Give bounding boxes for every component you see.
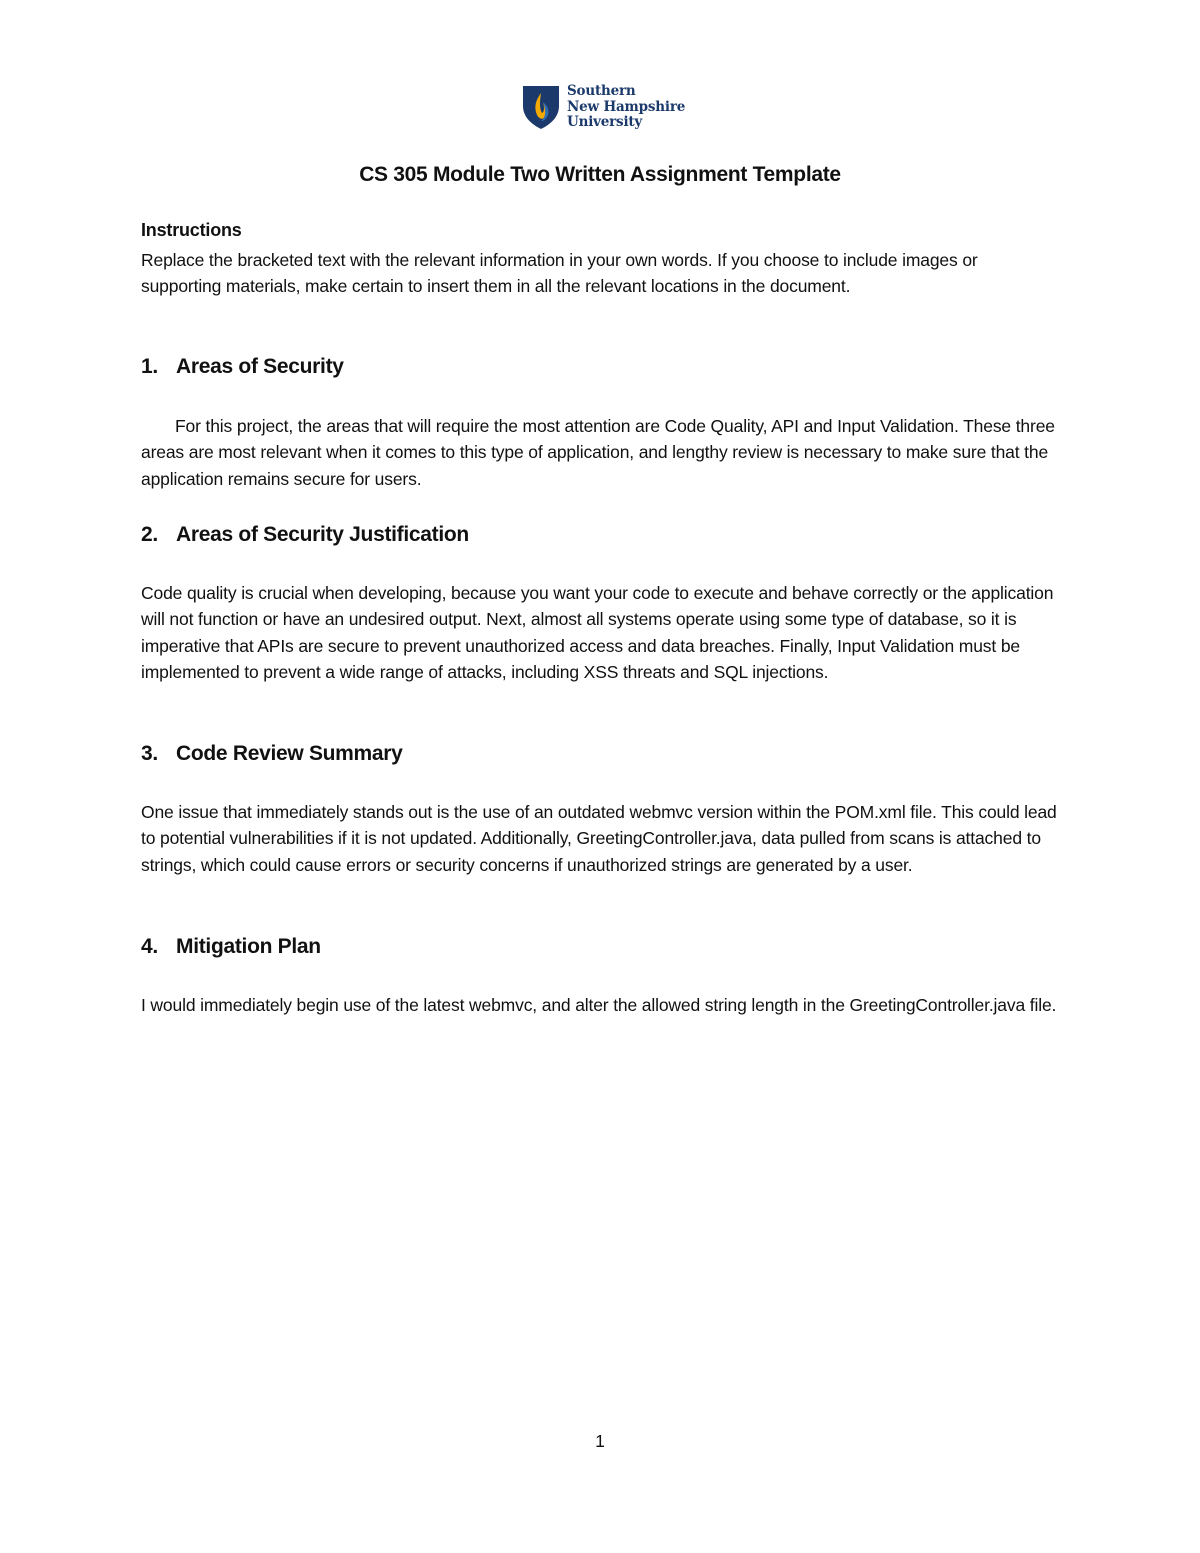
section-number: 1. xyxy=(141,355,158,378)
section-title: Mitigation Plan xyxy=(176,935,321,958)
university-logo xyxy=(521,84,685,131)
section-number: 3. xyxy=(141,742,158,765)
logo-line-1: Southern xyxy=(567,83,636,99)
section-body-areas-of-security xyxy=(141,413,1061,492)
section-title: Areas of Security Justification xyxy=(176,523,469,546)
instructions-body: Replace the bracketed text with the relevant information in your own words. If you choose to include images or supporting materials, make certain to insert them in all the relevant locations in the document. xyxy=(141,250,978,297)
section-number: 2. xyxy=(141,523,158,546)
section-heading-mitigation-plan xyxy=(141,935,1061,959)
instructions-heading: Instructions xyxy=(141,220,242,240)
document-title: CS 305 Module Two Written Assignment Template xyxy=(359,163,841,186)
page-number: 1 xyxy=(595,1431,605,1451)
section-heading-areas-of-security xyxy=(141,355,1061,379)
section-title: Code Review Summary xyxy=(176,742,403,765)
section-body-code-review-summary: One issue that immediately stands out is the use of an outdated webmvc version within the POM.xml file. This could lead to potential vulnerabilities if it is not updated. Additionally, GreetingController.java, data pulled from scans is attached to strings, which could cause errors or security concerns if unauthorized strings are generated by a user. xyxy=(141,802,1057,875)
shield-flame-icon xyxy=(521,84,561,130)
logo-wordmark xyxy=(567,84,685,131)
section-body-mitigation-plan: I would immediately begin use of the latest webmvc, and alter the allowed string length in the GreetingController.java file. xyxy=(141,995,1057,1015)
section-heading-security-justification xyxy=(141,523,1061,547)
section-number: 4. xyxy=(141,935,158,958)
section-body-security-justification: Code quality is crucial when developing, because you want your code to execute and behave correctly or the application will not function or have an undesired output. Next, almost all systems operate using some type of database, so it is imperative that APIs are secure to prevent unauthorized access and data breaches. Finally, Input Validation must be implemented to prevent a wide range of attacks, including XSS threats and SQL injections. xyxy=(141,583,1054,683)
section-body-text: For this project, the areas that will require the most attention are Code Quality, API and Input Validation. These three areas are most relevant when it comes to this type of application, and lengthy review is necessary to make sure that the application remains secure for users. xyxy=(141,416,1055,489)
logo-line-2: New Hampshire xyxy=(567,98,686,115)
section-title: Areas of Security xyxy=(176,355,344,378)
section-heading-code-review-summary xyxy=(141,742,1061,766)
logo-line-3: University xyxy=(567,114,643,130)
